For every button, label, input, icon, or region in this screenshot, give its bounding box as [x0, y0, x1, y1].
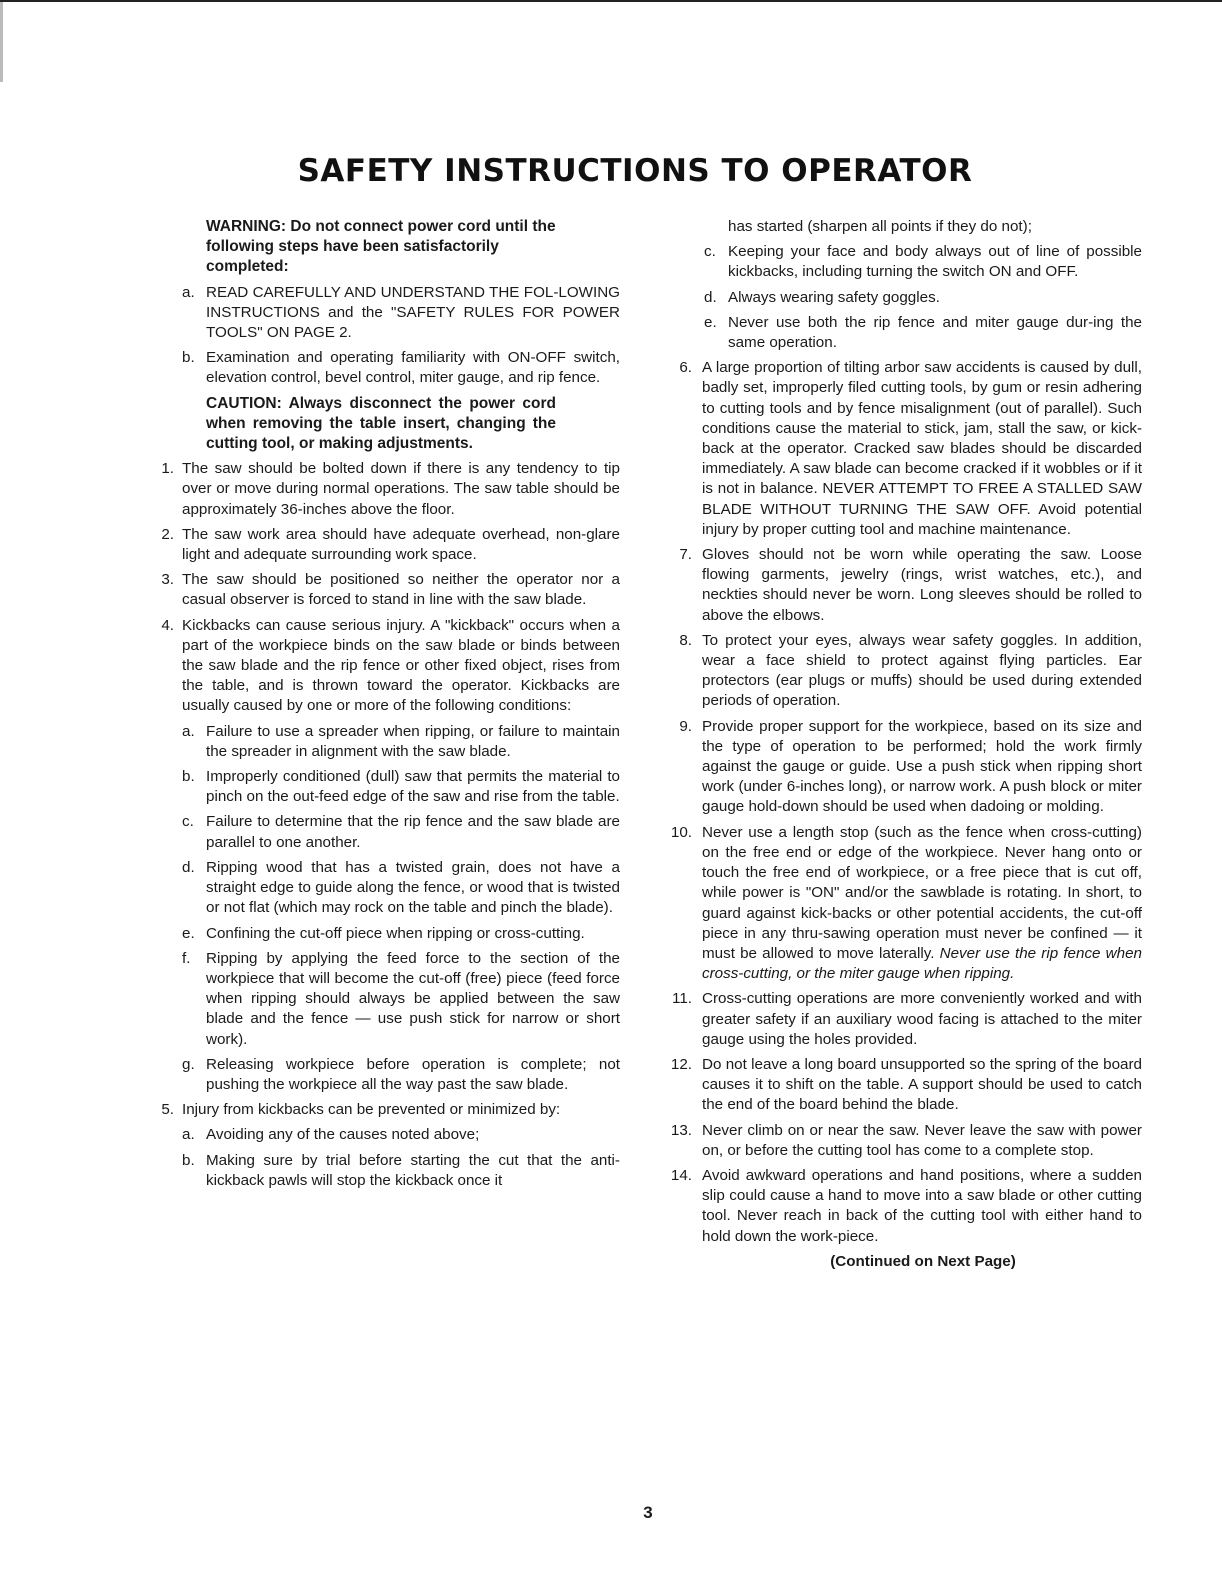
list-marker: b.	[182, 1151, 195, 1169]
list-text: Never use both the rip fence and miter gauge dur-ing the same operation.	[728, 313, 1142, 352]
list-text: Keeping your face and body always out of line of possible kickbacks, including turning the switch ON and OFF.	[728, 243, 1142, 281]
item-5e	[704, 313, 1142, 353]
list-marker: a.	[182, 722, 195, 740]
list-text: READ CAREFULLY AND UNDERSTAND THE FOL-LOWING INSTRUCTIONS and the "SAFETY RULES FOR POWER TOOLS" ON PAGE 2.	[206, 283, 620, 342]
list-marker: e.	[182, 924, 195, 942]
item-4g	[182, 1055, 620, 1095]
item-12	[664, 1055, 1142, 1116]
item-14	[664, 1166, 1142, 1247]
item-5b	[182, 1151, 620, 1191]
item-5	[152, 1100, 620, 1120]
item-5b-continued: has started (sharpen all points if they do not);	[728, 218, 1032, 235]
list-text: Never use a length stop (such as the fence when cross-cutting) on the free end or edge of the workpiece. Never hang onto or touch the free end of workpiece, or a free piece that is cut off, while power is "ON" and/or the sawblade is rotating. In short, to guard against kick-backs or other potential accidents, the cut-off piece in any thru-sawing operation must never be confined — it must be allowed to move laterally.	[702, 823, 1142, 962]
list-text: A large proportion of tilting arbor saw accidents is caused by dull, badly set, improperly filed cutting tools, by gum or resin adhering to cutting tools and by fence misalignment (out of parallel). Such conditions cause the material to stick, jam, stall the saw, or kick-back at the operator. Cracked saw blades should be discarded immediately. A saw blade can become cracked if it wobbles or if it is not in balance. NEVER ATTEMPT TO FREE A STALLED SAW BLADE WITHOUT TURNING THE SAW OFF. Avoid potential injury by proper cutting tool and machine maintenance.	[702, 359, 1142, 538]
list-marker: b.	[182, 349, 195, 367]
list-marker: 9.	[679, 717, 692, 735]
page-title: SAFETY INSTRUCTIONS TO OPERATOR	[297, 153, 973, 189]
item-13	[664, 1121, 1142, 1161]
item-4f	[182, 949, 620, 1050]
list-text: Injury from kickbacks can be prevented or minimized by:	[182, 1101, 561, 1119]
right-column	[664, 217, 1142, 1272]
continued-note: (Continued on Next Page)	[830, 1252, 1016, 1270]
list-text: Kickbacks can cause serious injury. A "kickback" occurs when a part of the workpiece binds on the saw blade or binds between the saw blade and the rip fence or other fixed object, rises from the table, and is thrown toward the operator. Kickbacks are usually caused by one or more of the following conditions:	[182, 616, 620, 715]
item-5d	[704, 288, 1142, 308]
list-marker: 12.	[670, 1055, 692, 1073]
item-4d	[182, 858, 620, 919]
list-text: Provide proper support for the workpiece, based on its size and the type of operation to be performed; hold the work firmly against the gauge or guide. Use a push stick when ripping short work (under 6-inches long), or narrow work. A push block or miter gauge hold-down should be used when dadoing or molding.	[702, 717, 1142, 816]
list-marker: 13.	[670, 1121, 692, 1139]
list-text: Failure to use a spreader when ripping, or failure to maintain the spreader in alignment with the saw blade.	[206, 722, 620, 760]
item-4b	[182, 767, 620, 807]
item-5a	[182, 1125, 620, 1145]
list-marker: d.	[182, 858, 195, 876]
list-text: Never climb on or near the saw. Never leave the saw with power on, or before the cutting tool has come to a complete stop.	[702, 1121, 1142, 1159]
list-marker: b.	[182, 768, 195, 786]
list-marker: 1.	[161, 460, 174, 478]
list-marker: 3.	[161, 571, 174, 589]
list-marker: 8.	[679, 631, 692, 649]
item-2	[152, 525, 620, 565]
list-marker: g.	[182, 1055, 195, 1073]
list-text: Gloves should not be worn while operating the saw. Loose flowing garments, jewelry (rings, wrist watches, etc.), and neckties should never be worn. Long sleeves should be rolled to above the elbows.	[702, 546, 1142, 624]
list-text: Always wearing safety goggles.	[728, 288, 940, 306]
scan-edge-mark	[0, 2, 3, 82]
list-marker: 11.	[672, 990, 692, 1008]
item-4	[152, 616, 620, 717]
caution-note: CAUTION: Always disconnect the power cord when removing the table insert, changing the cutting tool, or making adjustments.	[206, 394, 556, 453]
list-text: Confining the cut-off piece when ripping or cross-cutting.	[206, 924, 585, 942]
list-text: Examination and operating familiarity with ON-OFF switch, elevation control, bevel control, miter gauge, and rip fence.	[206, 349, 620, 387]
list-text: Avoiding any of the causes noted above;	[206, 1126, 480, 1144]
list-marker: 10.	[670, 823, 692, 841]
left-column	[152, 217, 620, 1196]
list-marker: 4.	[161, 616, 174, 634]
item-10	[664, 823, 1142, 985]
top-border-line	[0, 0, 1222, 2]
list-marker: 2.	[161, 525, 174, 543]
page-number: 3	[643, 1503, 653, 1522]
list-text-italic: Never use the rip fence when cross-cutting, or the miter gauge when ripping.	[702, 944, 1142, 983]
item-1	[152, 459, 620, 520]
list-text: Do not leave a long board unsupported so the spring of the board causes it to shift on the table. A support should be used to catch the end of the board behind the blade.	[702, 1055, 1142, 1114]
pre-step-a	[182, 283, 620, 344]
list-marker: e.	[704, 313, 717, 331]
list-text: To protect your eyes, always wear safety goggles. In addition, wear a face shield to protect against flying particles. Ear protectors (ear plugs or muffs) should be used during extended periods of operation.	[702, 631, 1142, 710]
item-4e	[182, 924, 620, 944]
list-text: Cross-cutting operations are more conveniently worked and with greater safety if an auxiliary wood facing is attached to the miter gauge using the holes provided.	[702, 990, 1142, 1048]
list-marker: 6.	[679, 359, 692, 377]
list-text: Improperly conditioned (dull) saw that permits the material to pinch on the out-feed edge of the saw and rise from the table.	[206, 768, 620, 806]
list-text: Failure to determine that the rip fence and the saw blade are parallel to one another.	[206, 813, 620, 851]
list-text: Ripping by applying the feed force to the section of the workpiece that will become the cut-off (free) piece (feed force when ripping should always be applied between the saw blade and the fence — use push stick for narrow or short work).	[206, 949, 620, 1048]
item-4a	[182, 722, 620, 762]
list-marker: 14.	[670, 1166, 692, 1184]
list-marker: f.	[182, 949, 191, 967]
item-9	[664, 717, 1142, 818]
item-11	[664, 989, 1142, 1050]
list-text: The saw work area should have adequate overhead, non-glare light and adequate surrounding work space.	[182, 525, 620, 564]
item-8	[664, 631, 1142, 712]
pre-step-b	[182, 348, 620, 388]
list-marker: 5.	[161, 1101, 174, 1119]
list-text: Making sure by trial before starting the cut that the anti-kickback pawls will stop the kickback once it	[206, 1151, 620, 1189]
list-text: Avoid awkward operations and hand positions, where a sudden slip could cause a hand to move into a saw blade or other cutting tool. Never reach in back of the cutting tool with either hand to hold down the work-piece.	[702, 1166, 1142, 1245]
item-6	[664, 358, 1142, 540]
list-text: Ripping wood that has a twisted grain, does not have a straight edge to guide along the fence, or wood that is twisted or not flat (which may rock on the table and pinch the blade).	[206, 858, 620, 917]
item-3	[152, 570, 620, 610]
warning-note: WARNING: Do not connect power cord until the following steps have been satisfactorily completed:	[206, 218, 556, 276]
item-4c	[182, 812, 620, 852]
list-text: The saw should be bolted down if there is any tendency to tip over or move during normal operations. The saw table should be approximately 36-inches above the floor.	[182, 460, 620, 518]
list-marker: a.	[182, 283, 195, 301]
list-marker: a.	[182, 1126, 195, 1144]
list-marker: c.	[182, 813, 194, 831]
list-marker: 7.	[679, 546, 692, 564]
list-text: The saw should be positioned so neither the operator nor a casual observer is forced to stand in line with the saw blade.	[182, 571, 620, 609]
list-marker: d.	[704, 288, 717, 306]
item-7	[664, 545, 1142, 626]
list-marker: c.	[704, 243, 716, 261]
item-5c	[704, 242, 1142, 282]
list-text: Releasing workpiece before operation is complete; not pushing the workpiece all the way past the saw blade.	[206, 1055, 620, 1093]
